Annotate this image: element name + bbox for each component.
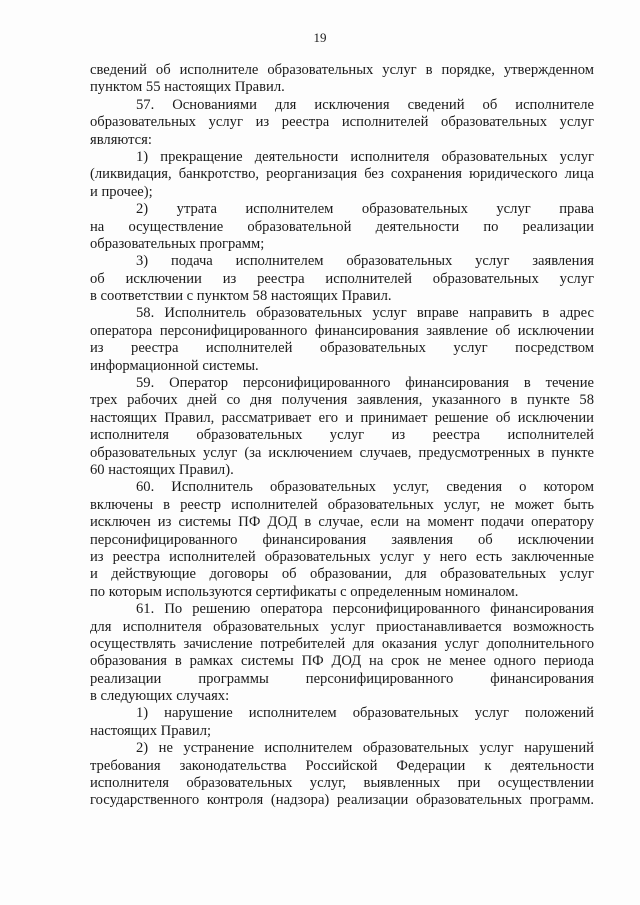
text-line: 60. Исполнитель образовательных услуг, сведения о котором <box>136 479 594 496</box>
text-line: об исключении из реестра исполнителей образовательных услуг <box>90 270 594 287</box>
text-line: реализации программы персонифицированного финансирования <box>90 670 594 687</box>
text-line: 57. Основаниями для исключения сведений об исполнителе <box>136 96 594 113</box>
text-line: 58. Исполнитель образовательных услуг вправе направить в адрес <box>136 305 594 322</box>
text-line: трех рабочих дней со дня получения заявления, указанного в пункте 58 <box>90 392 594 409</box>
text-line: образования в рамках системы ПФ ДОД на срок не менее одного периода <box>90 653 594 670</box>
text-line: 60 настоящих Правил). <box>90 461 234 478</box>
text-line: требования законодательства Российской Федерации к деятельности <box>90 757 594 774</box>
text-line: являются: <box>90 131 152 148</box>
text-line: 2) не устранение исполнителем образовательных услуг нарушений <box>136 740 594 757</box>
text-line: персонифицированного финансирования заявления об исключении <box>90 531 594 548</box>
text-line: из реестра исполнителей образовательных услуг у него есть заключенные <box>90 548 594 565</box>
text-line: из реестра исполнителей образовательных услуг посредством <box>90 340 594 357</box>
text-line: осуществлять зачисление потребителей для оказания услуг дополнительного <box>90 635 594 652</box>
document-body <box>90 62 594 810</box>
text-line: информационной системы. <box>90 357 259 374</box>
text-line: образовательных услуг (за исключением случаев, предусмотренных в пункте <box>90 444 594 461</box>
text-line: и действующие договоры об образовании, для образовательных услуг <box>90 566 594 583</box>
text-line: и прочее); <box>90 183 153 200</box>
text-line: в следующих случаях: <box>90 688 230 705</box>
text-line: образовательных программ; <box>90 235 265 252</box>
text-line: исключен из системы ПФ ДОД в случае, если на момент подачи оператору <box>90 514 594 531</box>
text-line: пунктом 55 настоящих Правил. <box>90 79 285 96</box>
text-line: 2) утрата исполнителем образовательных услуг права <box>136 201 594 218</box>
text-line: настоящих Правил, рассматривает его и принимает решение об исключении <box>90 409 594 426</box>
text-line: образовательных услуг из реестра исполнителей образовательных услуг <box>90 114 594 131</box>
text-line: оператора персонифицированного финансирования заявление об исключении <box>90 322 594 339</box>
text-line: 1) прекращение деятельности исполнителя образовательных услуг <box>136 148 594 165</box>
text-line: исполнителя образовательных услуг, выявленных при осуществлении <box>90 775 594 792</box>
text-line: включены в реестр исполнителей образовательных услуг, не может быть <box>90 496 594 513</box>
page-number: 19 <box>313 30 327 45</box>
text-line: 61. По решению оператора персонифицированного финансирования <box>136 601 594 618</box>
text-line: в соответствии с пунктом 58 настоящих Правил. <box>90 288 392 305</box>
text-line: по которым используются сертификаты с определенным номиналом. <box>90 583 519 600</box>
text-line: 3) подача исполнителем образовательных услуг заявления <box>136 253 594 270</box>
text-line: на осуществление образовательной деятельности по реализации <box>90 218 594 235</box>
text-line: настоящих Правил; <box>90 722 212 739</box>
text-line: для исполнителя образовательных услуг приостанавливается возможность <box>90 618 594 635</box>
text-line: (ликвидация, банкротство, реорганизация без сохранения юридического лица <box>90 166 594 183</box>
text-line: исполнителя образовательных услуг из реестра исполнителей <box>90 427 594 444</box>
text-line: сведений об исполнителе образовательных услуг в порядке, утвержденном <box>90 62 594 78</box>
text-line: 59. Оператор персонифицированного финансирования в течение <box>136 375 594 392</box>
text-line: государственного контроля (надзора) реализации образовательных программ. <box>90 792 594 809</box>
text-line: 1) нарушение исполнителем образовательных услуг положений <box>136 705 594 722</box>
